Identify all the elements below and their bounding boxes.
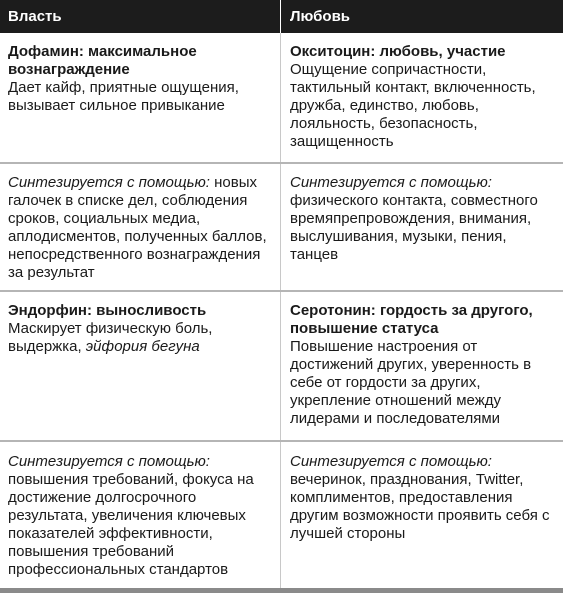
endorphin-synthesis-text: повышения требований, фокуса на достижение долгосрочного результата, увеличения ключевых показателей эффективности, повышения требований профессиональных стандартов	[8, 471, 254, 578]
endorphin-synthesis-intro: Синтезируется с помощью:	[8, 453, 210, 470]
row-separator-3	[0, 440, 563, 442]
row-separator-1	[0, 162, 563, 164]
serotonin-title: Серотонин: гордость за другого, повышение статуса	[290, 302, 533, 337]
endorphin-description-emphasis: эйфория бегуна	[85, 338, 200, 355]
endorphin-title: Эндорфин: выносливость	[8, 302, 207, 319]
header-divider	[280, 0, 281, 33]
oxytocin-synthesis-intro: Синтезируется с помощью:	[290, 174, 492, 191]
header-love: Любовь	[290, 8, 351, 25]
row3-right-cell	[290, 302, 558, 428]
oxytocin-description: Ощущение сопричастности, тактильный контакт, включенность, дружба, единство, любовь, лояльность, безопасность, защищенность	[290, 61, 536, 150]
serotonin-synthesis-intro: Синтезируется с помощью:	[290, 453, 492, 470]
header-power: Власть	[8, 8, 62, 25]
dopamine-title: Дофамин: максимальное вознаграждение	[8, 43, 197, 78]
row3-left-cell	[8, 302, 274, 356]
serotonin-description: Повышение настроения от достижений других, уверенность в себе от гордости за других, укрепление отношений между лидерами и последователями	[290, 338, 532, 427]
oxytocin-title: Окситоцин: любовь, участие	[290, 43, 506, 60]
endorphin-description	[8, 320, 274, 356]
dopamine-synthesis-text: новых галочек в списке дел, соблюдения сроков, социальных медиа, аплодисментов, полученных баллов, непосредственного вознаграждения за результат	[8, 174, 267, 281]
row-separator-2	[0, 290, 563, 292]
table-header	[0, 0, 563, 33]
row2-left-cell	[8, 174, 274, 282]
serotonin-synthesis-text: вечеринок, празднования, Twitter, комплиментов, предоставления другим возможности проявить себя с лучшей стороны	[290, 471, 550, 542]
column-divider	[280, 33, 281, 593]
row1-left-cell	[8, 43, 274, 115]
row4-right-cell	[290, 453, 558, 543]
oxytocin-synthesis-text: физического контакта, совместного времяпрепровождения, внимания, выслушивания, музыки, пения, танцев	[290, 192, 538, 263]
endorphin-description-text: Маскирует физическую боль, выдержка,	[8, 320, 213, 355]
table-bottom-border	[0, 588, 563, 593]
row4-left-cell	[8, 453, 274, 579]
dopamine-synthesis-intro: Синтезируется с помощью:	[8, 174, 210, 191]
row2-right-cell	[290, 174, 558, 264]
row1-right-cell	[290, 43, 558, 151]
dopamine-description: Дает кайф, приятные ощущения, вызывает сильное привыкание	[8, 79, 239, 114]
